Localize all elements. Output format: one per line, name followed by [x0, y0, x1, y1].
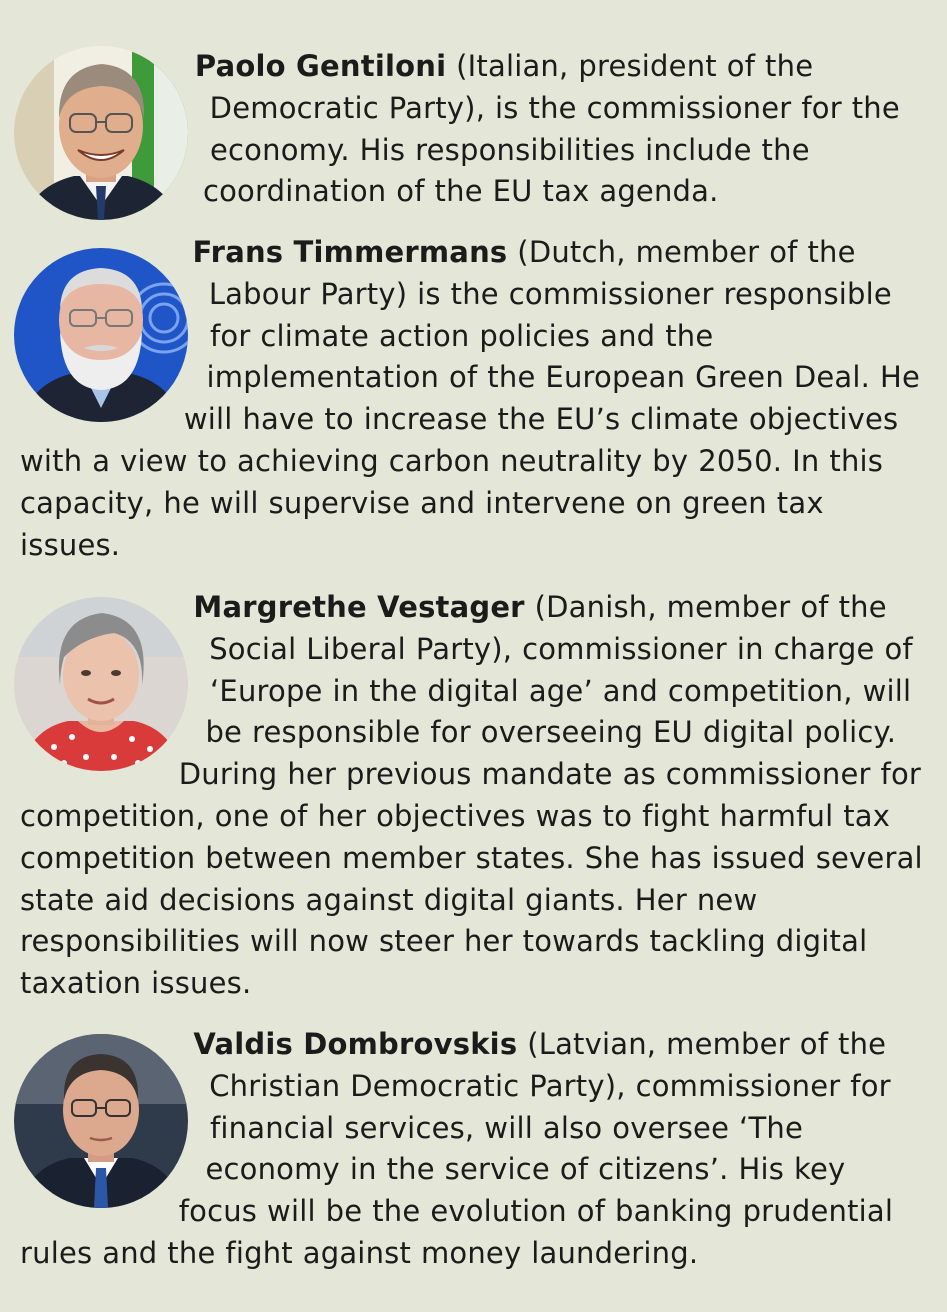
commissioner-entry: [20, 46, 932, 228]
portrait-paolo-gentiloni-icon: [14, 46, 188, 220]
commissioner-name: Paolo Gentiloni: [194, 49, 447, 83]
commissioner-entry: [20, 587, 932, 1005]
portrait-frans-timmermans-icon: [14, 248, 188, 422]
commissioner-entry: [20, 1024, 932, 1275]
commissioner-description: (Danish, member of the Social Liberal Party), commissioner in charge of ‘Europe in the digital age’ and competition, will be responsible for overseeing EU digital policy. During her previous mandate as commissioner for competition, one of her objectives was to fight harmful tax competition between member states. She has issued several state aid decisions against digital giants. Her new responsibilities will now steer her towards tackling digital taxation issues.: [20, 590, 923, 1001]
commissioner-name: Margrethe Vestager: [193, 590, 525, 624]
commissioner-entry: [20, 232, 932, 566]
portrait-valdis-dombrovskis-icon: [14, 1034, 188, 1208]
commissioner-description: (Italian, president of the Democratic Party), is the commissioner for the economy. His responsibilities include the coordination of the EU tax agenda.: [202, 49, 900, 209]
portrait-margrethe-vestager-icon: [14, 597, 188, 771]
commissioner-description: (Dutch, member of the Labour Party) is the commissioner responsible for climate action policies and the implementation of the European Green Deal. He will have to increase the EU’s climate objectives with a view to achieving carbon neutrality by 2050. In this capacity, he will supervise and intervene on green tax issues.: [20, 235, 920, 562]
commissioner-description: (Latvian, member of the Christian Democratic Party), commissioner for financial services, will also oversee ‘The economy in the service of citizens’. His key focus will be the evolution of banking prudential rules and the fight against money laundering.: [20, 1027, 894, 1270]
commissioner-name: Valdis Dombrovskis: [193, 1027, 518, 1061]
commissioner-name: Frans Timmermans: [192, 235, 508, 269]
